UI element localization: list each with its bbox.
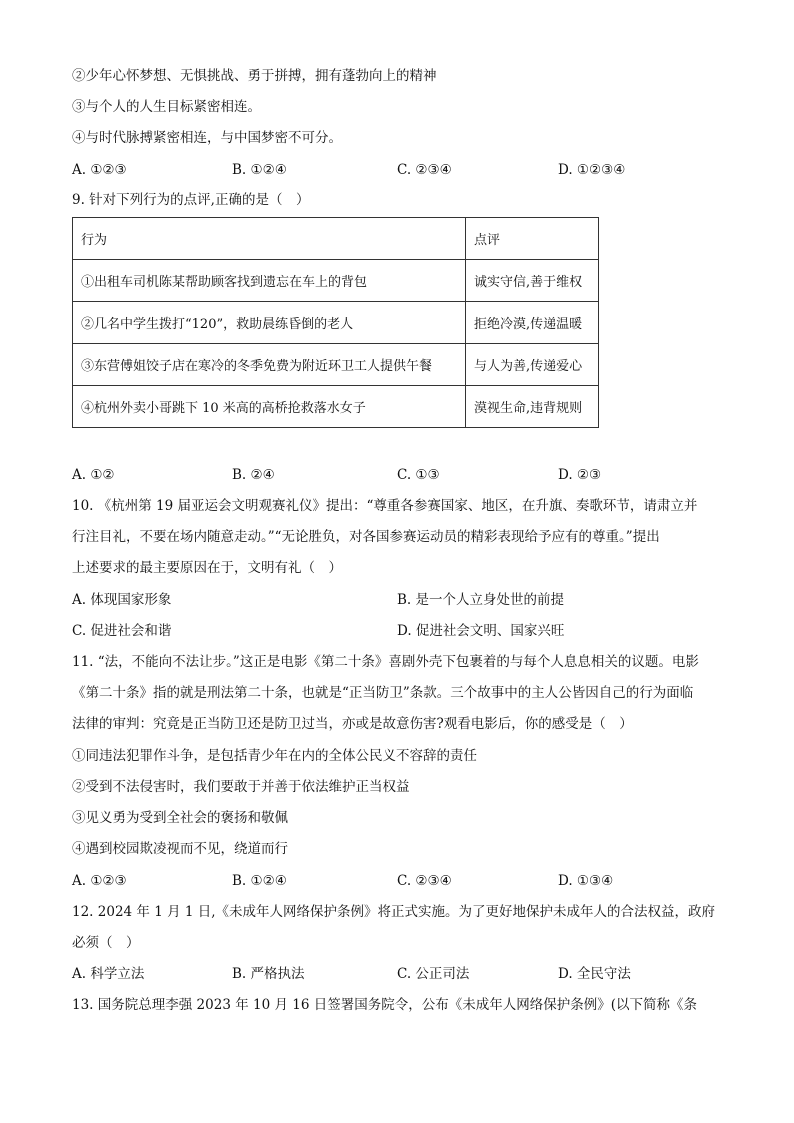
q8-item-4: ④与时代脉搏紧密相连，与中国梦密不可分。 [72,130,342,146]
q9-option-d[interactable]: D. ②③ [558,467,602,483]
table-header-row [73,218,599,260]
table-cell-behavior: ③东营傅姐饺子店在寒冷的冬季免费为附近环卫工人提供午餐 [73,344,466,386]
q12-option-d[interactable]: D. 全民守法 [558,966,631,982]
q8-item-3: ③与个人的人生目标紧密相连。 [72,99,261,115]
table-row [73,260,599,302]
q8-item-2: ②少年心怀梦想、无惧挑战、勇于拼搏，拥有蓬勃向上的精神 [72,68,437,84]
table-header-behavior: 行为 [73,218,466,260]
table-cell-behavior: ②几名中学生拨打“120”，救助晨练昏倒的老人 [73,302,466,344]
q12-options [72,965,732,983]
q10-option-b[interactable]: B. 是一个人立身处世的前提 [397,592,565,608]
q9-options [72,466,732,484]
table-cell-comment: 与人为善,传递爱心 [466,344,599,386]
table-row [73,344,599,386]
table-row [73,386,599,428]
table-cell-behavior: ①出租车司机陈某帮助顾客找到遗忘在车上的背包 [73,260,466,302]
q11-option-a[interactable]: A. ①②③ [72,873,127,889]
q10-options-row-1 [72,591,732,609]
q10-option-a[interactable]: A. 体现国家形象 [72,592,172,608]
q9-table [72,217,599,428]
q11-item-3: ③见义勇为受到全社会的褒扬和敬佩 [72,810,288,826]
q12-option-c[interactable]: C. 公正司法 [397,966,470,982]
q8-options [72,161,732,179]
table-cell-comment: 漠视生命,违背规则 [466,386,599,428]
q11-stem-line-3: 法律的审判：究竟是正当防卫还是防卫过当，亦或是故意伤害?观看电影后，你的感受是（ ） [72,716,633,732]
q11-stem-line-2: 《第二十条》指的就是刑法第二十条，也就是“正当防卫”条款。三个故事中的主人公皆因自己的行为面临 [72,685,694,701]
q9-stem: 9. 针对下列行为的点评,正确的是（ ） [72,192,310,208]
q10-options-row-2 [72,622,732,640]
table-row [73,302,599,344]
q9-option-b[interactable]: B. ②④ [232,467,275,483]
q12-option-a[interactable]: A. 科学立法 [72,966,145,982]
q11-item-4: ④遇到校园欺凌视而不见，绕道而行 [72,841,288,857]
q10-option-d[interactable]: D. 促进社会文明、国家兴旺 [397,623,565,639]
q11-options [72,872,732,890]
table-cell-behavior: ④杭州外卖小哥跳下 10 米高的高桥抢救落水女子 [73,386,466,428]
q8-option-d[interactable]: D. ①②③④ [558,162,626,178]
q11-option-d[interactable]: D. ①③④ [558,873,614,889]
q10-option-c[interactable]: C. 促进社会和谐 [72,623,172,639]
q8-option-c[interactable]: C. ②③④ [397,162,452,178]
q11-item-2: ②受到不法侵害时，我们要敢于并善于依法维护正当权益 [72,779,410,795]
table-header-comment: 点评 [466,218,599,260]
q13-stem-line-1: 13. 国务院总理李强 2023 年 10 月 16 日签署国务院令，公布《未成年人网络保护条例》(以下简称《条 [72,997,697,1013]
q12-stem-line-1: 12. 2024 年 1 月 1 日,《未成年人网络保护条例》将正式实施。为了更好地保护未成年人的合法权益，政府 [72,904,716,920]
q12-stem-line-2: 必须（ ） [72,935,140,951]
q9-option-a[interactable]: A. ①② [72,467,115,483]
q8-option-a[interactable]: A. ①②③ [72,162,127,178]
q10-stem-line-3: 上述要求的最主要原因在于，文明有礼（ ） [72,560,342,576]
q8-option-b[interactable]: B. ①②④ [232,162,287,178]
q11-item-1: ①同违法犯罪作斗争，是包括青少年在内的全体公民义不容辞的责任 [72,748,477,764]
q10-stem-line-1: 10. 《杭州第 19 届亚运会文明观赛礼仪》提出：“尊重各参赛国家、地区，在升旗、奏歌环节，请肃立并 [72,498,698,514]
q11-option-b[interactable]: B. ①②④ [232,873,287,889]
q11-option-c[interactable]: C. ②③④ [397,873,452,889]
q12-option-b[interactable]: B. 严格执法 [232,966,305,982]
q11-stem-line-1: 11. “法，不能向不法让步。”这正是电影《第二十条》喜剧外壳下包裹着的与每个人息息相关的议题。电影 [72,654,699,670]
table-cell-comment: 诚实守信,善于维权 [466,260,599,302]
q9-option-c[interactable]: C. ①③ [397,467,440,483]
table-cell-comment: 拒绝冷漠,传递温暖 [466,302,599,344]
q10-stem-line-2: 行注目礼，不要在场内随意走动。”“无论胜负，对各国参赛运动员的精彩表现给予应有的尊重。”提出 [72,529,660,545]
